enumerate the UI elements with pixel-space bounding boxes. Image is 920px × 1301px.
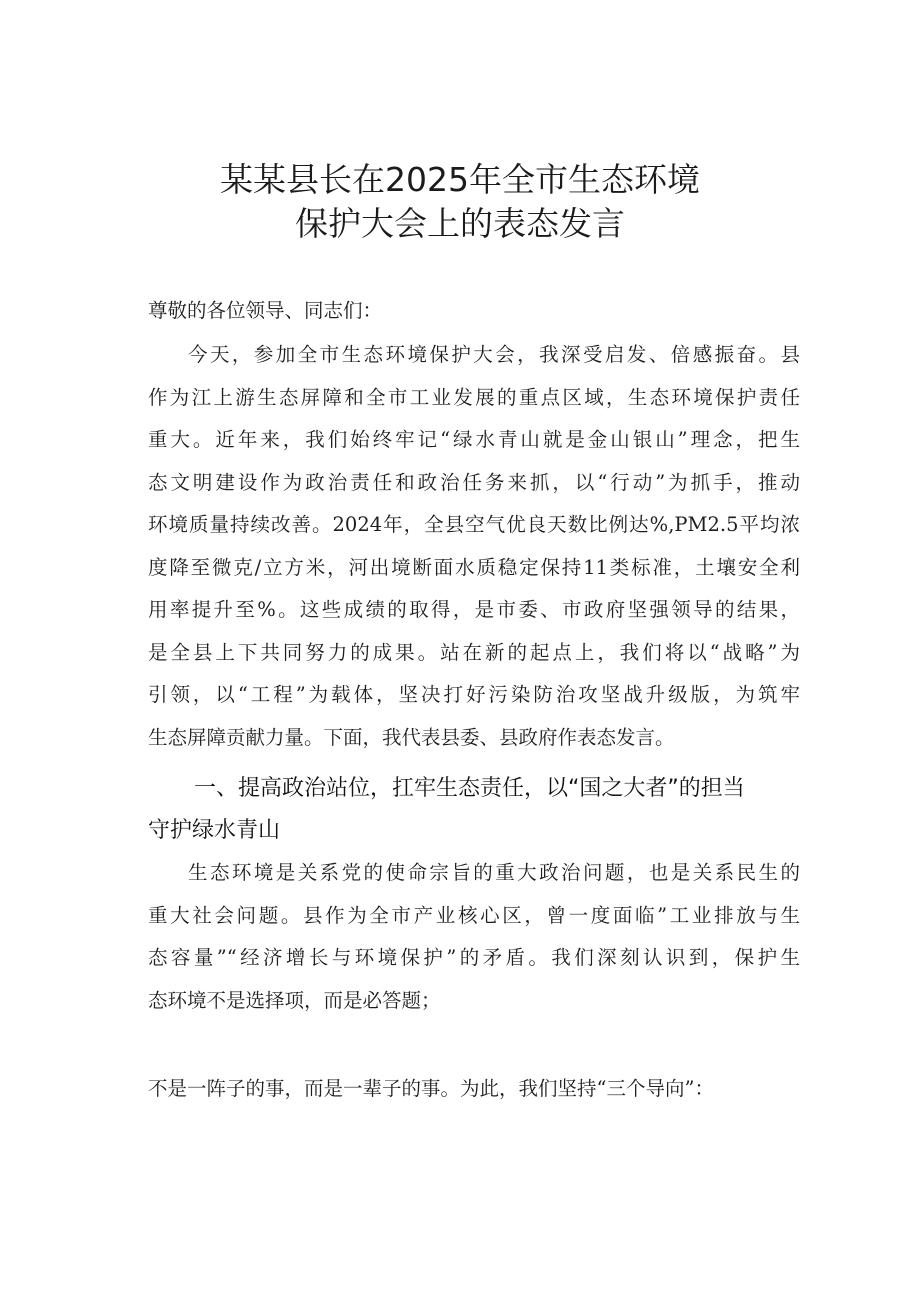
title-line-2: 保护大会上的表态发言 [295,204,625,243]
paragraph-line: 态环境不是选择项，而是必答题； [148,988,441,1012]
paragraph-line: 生态环境是关系党的使命宗旨的重大政治问题，也是关系民生的 [188,861,800,884]
paragraph-line: 生态屏障贡献力量。下面，我代表县委、县政府作表态发言。 [148,725,675,749]
paragraph-three-orientations: 不是一阵子的事，而是一辈子的事。为此，我们坚持“三个导向”： [148,1077,714,1100]
paragraph-line: 态文明建设作为政治责任和政治任务来抓，以“行动”为抓手，推动 [148,470,800,494]
paragraph-line: 度降至微克/立方米，河出境断面水质稳定保持11类标准，土壤安全利 [148,555,800,579]
paragraph-line: 作为江上游生态屏障和全市工业发展的重点区域，生态环境保护责任 [148,385,800,409]
paragraph-line: 态容量”“经济增长与环境保护”的矛盾。我们深刻认识到，保护生 [148,946,800,969]
salutation: 尊敬的各位领导、同志们： [148,299,383,322]
title-line-1: 某某县长在2025年全市生态环境 [220,160,700,199]
paragraph-line: 引领，以“工程”为载体，坚决打好污染防治攻坚战升级版，为筑牢 [148,683,800,706]
paragraph-line: 环境质量持续改善。2024年，全县空气优良天数比例达%,PM2.5平均浓 [148,513,800,536]
paragraph-intro [148,334,800,759]
section-heading-line: 一、提高政治站位，扛牢生态责任，以“国之大者”的担当 [194,776,745,801]
section-heading-line: 守护绿水青山 [148,818,281,843]
section-heading [148,768,804,852]
paragraph-line: 是全县上下共同努力的成果。站在新的起点上，我们将以“战略”为 [148,640,800,664]
paragraph-line: 重大社会问题。县作为全市产业核心区，曾一度面临”工业排放与生 [148,903,800,927]
paragraph-section1 [148,852,800,1022]
paragraph-line: 用率提升至%。这些成绩的取得，是市委、市政府坚强领导的结果， [148,598,800,621]
paragraph-line: 重大。近年来，我们始终牢记“绿水青山就是金山银山”理念，把生 [148,428,800,451]
document-title [0,158,920,246]
paragraph-line: 今天，参加全市生态环境保护大会，我深受启发、倍感振奋。县 [188,343,800,366]
